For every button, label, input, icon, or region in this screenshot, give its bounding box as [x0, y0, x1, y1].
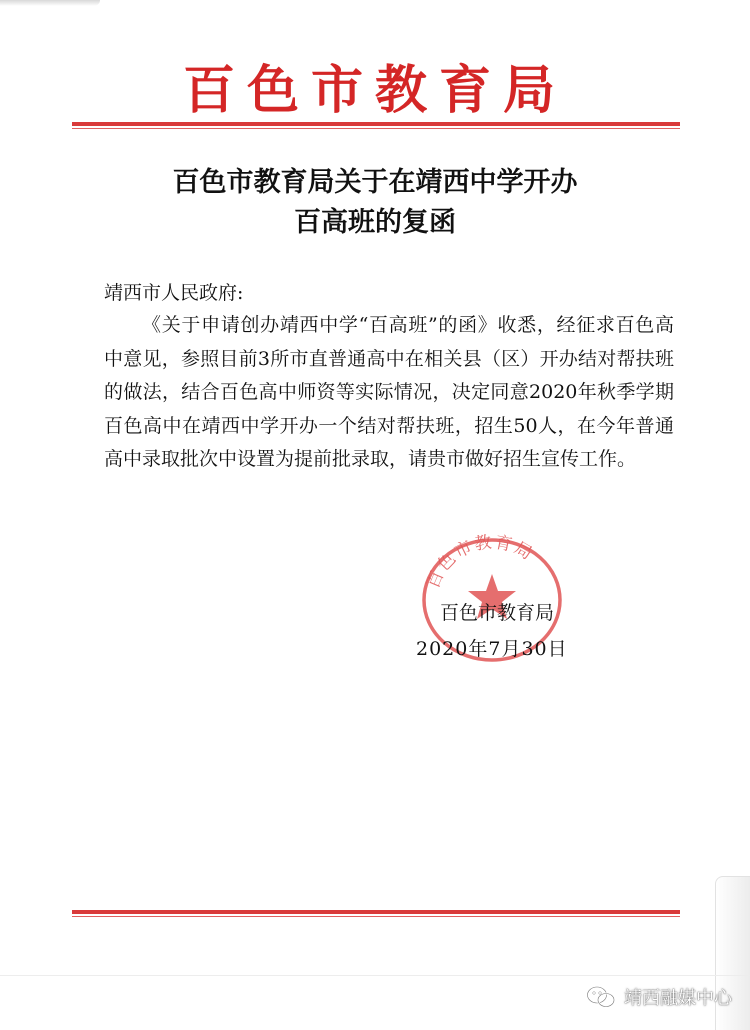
top-edge-shadow [0, 0, 100, 6]
letterhead-org-name: 百色市教育局 [182, 60, 567, 121]
addressee: 靖西市人民政府: [104, 282, 244, 304]
watermark [586, 984, 732, 1010]
document-title [0, 163, 750, 243]
svg-text:百色市教育局: 百色市教育局 [423, 532, 538, 592]
document-body: 《关于申请创办靖西中学“百高班”的函》收悉，经征求百色高中意见，参照目前3所市直普通高中在相关县（区）开办结对帮扶班的做法，结合百色高中师资等实际情况，决定同意2020年秋季学期百色高中在靖西中学开办一个结对帮扶班，招生50人，在今年普通高中录取批次中设置为提前批录取，请贵市做好招生宣传工作。 [104, 314, 674, 470]
footer-red-rule [72, 910, 680, 914]
document-title-line-2: 百高班的复函 [294, 207, 456, 238]
page-bottom-edge [0, 975, 750, 976]
watermark-text: 靖西融媒中心 [624, 988, 732, 1009]
letterhead-red-rule [72, 122, 680, 126]
letterhead-red-rule-thin [72, 128, 680, 129]
document-title-line-1: 百色市教育局关于在靖西中学开办 [172, 167, 578, 198]
footer-red-rule-thin [72, 916, 680, 917]
wechat-icon [586, 985, 616, 1009]
signature-date: 2020年7月30日 [416, 638, 568, 660]
signer-name: 百色市教育局 [440, 602, 555, 624]
